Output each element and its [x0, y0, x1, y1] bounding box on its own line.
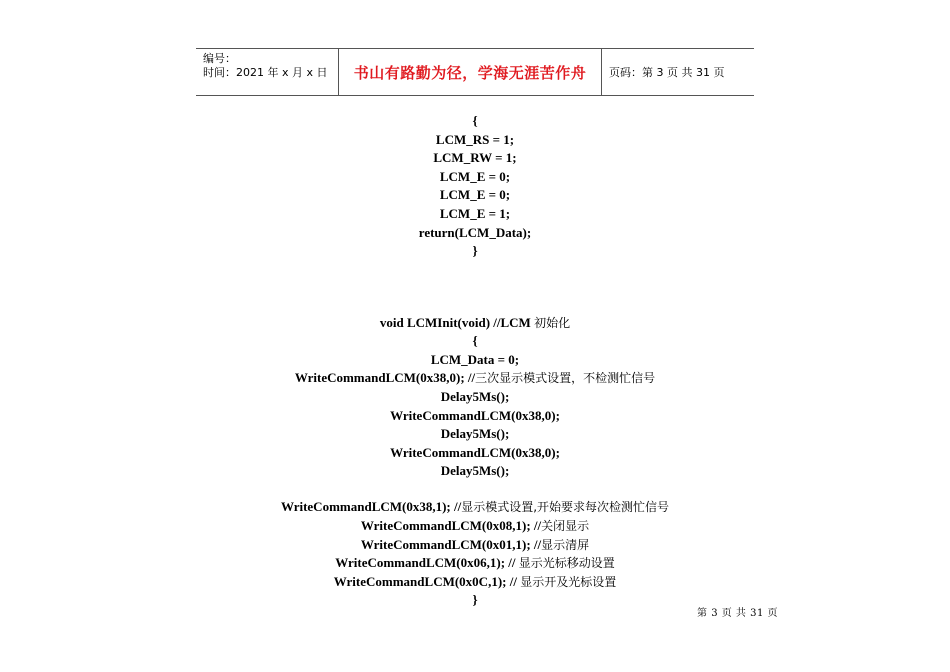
code-comment: 初始化	[534, 315, 571, 330]
code-line	[0, 205, 950, 224]
document-number-label: 编号：	[203, 52, 236, 65]
code-line	[0, 425, 950, 444]
code-comment: 三次显示模式设置，不检测忙信号	[475, 371, 656, 386]
code-text: LCM_RS = 1;	[435, 131, 515, 147]
code-line	[0, 261, 950, 279]
code-comment: 显示模式设置,开始要求每次检测忙信号	[461, 500, 670, 515]
code-line	[0, 462, 950, 481]
code-text: Delay5Ms();	[440, 426, 510, 442]
code-text: Delay5Ms();	[440, 388, 510, 404]
code-comment: 显示清屏	[541, 537, 590, 552]
code-text: LCM_E = 1;	[439, 205, 511, 221]
code-text: }	[472, 243, 478, 259]
code-text: Delay5Ms();	[440, 463, 510, 479]
code-text: {	[472, 113, 478, 128]
code-line	[0, 131, 950, 150]
code-text: LCM_E = 0;	[439, 168, 511, 184]
code-line	[0, 168, 950, 187]
code-line	[0, 407, 950, 426]
code-line	[0, 554, 950, 573]
code-text: WriteCommandLCM(0x38,1); //	[280, 499, 462, 515]
code-text: LCM_E = 0;	[439, 187, 511, 203]
code-comment: 关闭显示	[541, 519, 590, 534]
header-motto: 书山有路勤为径，学海无涯苦作舟	[353, 63, 587, 82]
header-page-info: 页码：第 3 页 共 31 页	[609, 66, 725, 79]
code-line	[0, 481, 950, 499]
code-line	[0, 444, 950, 463]
code-listing	[0, 112, 950, 610]
code-line	[0, 224, 950, 243]
code-line	[0, 388, 950, 407]
code-line	[0, 536, 950, 555]
code-text: WriteCommandLCM(0x06,1); //	[335, 555, 519, 571]
code-line	[0, 186, 950, 205]
document-date: 时间：2021 年 x 月 x 日	[203, 66, 328, 79]
page-header	[196, 48, 754, 96]
code-text: void LCMInit(void) //LCM	[379, 314, 535, 330]
code-line	[0, 112, 950, 131]
code-text: WriteCommandLCM(0x38,0); //	[294, 370, 476, 386]
code-text: WriteCommandLCM(0x38,0);	[390, 407, 560, 423]
code-line	[0, 498, 950, 517]
code-text: WriteCommandLCM(0x01,1); //	[360, 536, 542, 552]
code-line	[0, 296, 950, 314]
code-line	[0, 242, 950, 261]
code-line	[0, 314, 950, 333]
code-text: return(LCM_Data);	[418, 224, 532, 240]
footer-page-number: 第 3 页 共 31 页	[697, 608, 778, 619]
page-footer	[697, 604, 778, 619]
header-motto-cell	[339, 49, 602, 95]
code-text: WriteCommandLCM(0x08,1); //	[360, 518, 542, 534]
code-text: WriteCommandLCM(0x38,0);	[390, 444, 560, 460]
code-line	[0, 351, 950, 370]
code-comment: 显示开及光标设置	[520, 574, 617, 589]
code-text: WriteCommandLCM(0x0C,1); //	[333, 573, 521, 589]
code-text: LCM_Data = 0;	[430, 351, 520, 367]
code-text: }	[472, 592, 478, 608]
code-line	[0, 573, 950, 592]
code-line	[0, 591, 950, 610]
header-meta-cell	[196, 49, 339, 95]
code-line	[0, 278, 950, 296]
code-line	[0, 332, 950, 351]
code-line	[0, 369, 950, 388]
code-text: LCM_RW = 1;	[433, 150, 517, 166]
code-comment: 显示光标移动设置	[518, 556, 615, 571]
code-line	[0, 149, 950, 168]
code-text: {	[472, 333, 478, 349]
code-line	[0, 517, 950, 536]
header-page-cell	[602, 49, 754, 95]
